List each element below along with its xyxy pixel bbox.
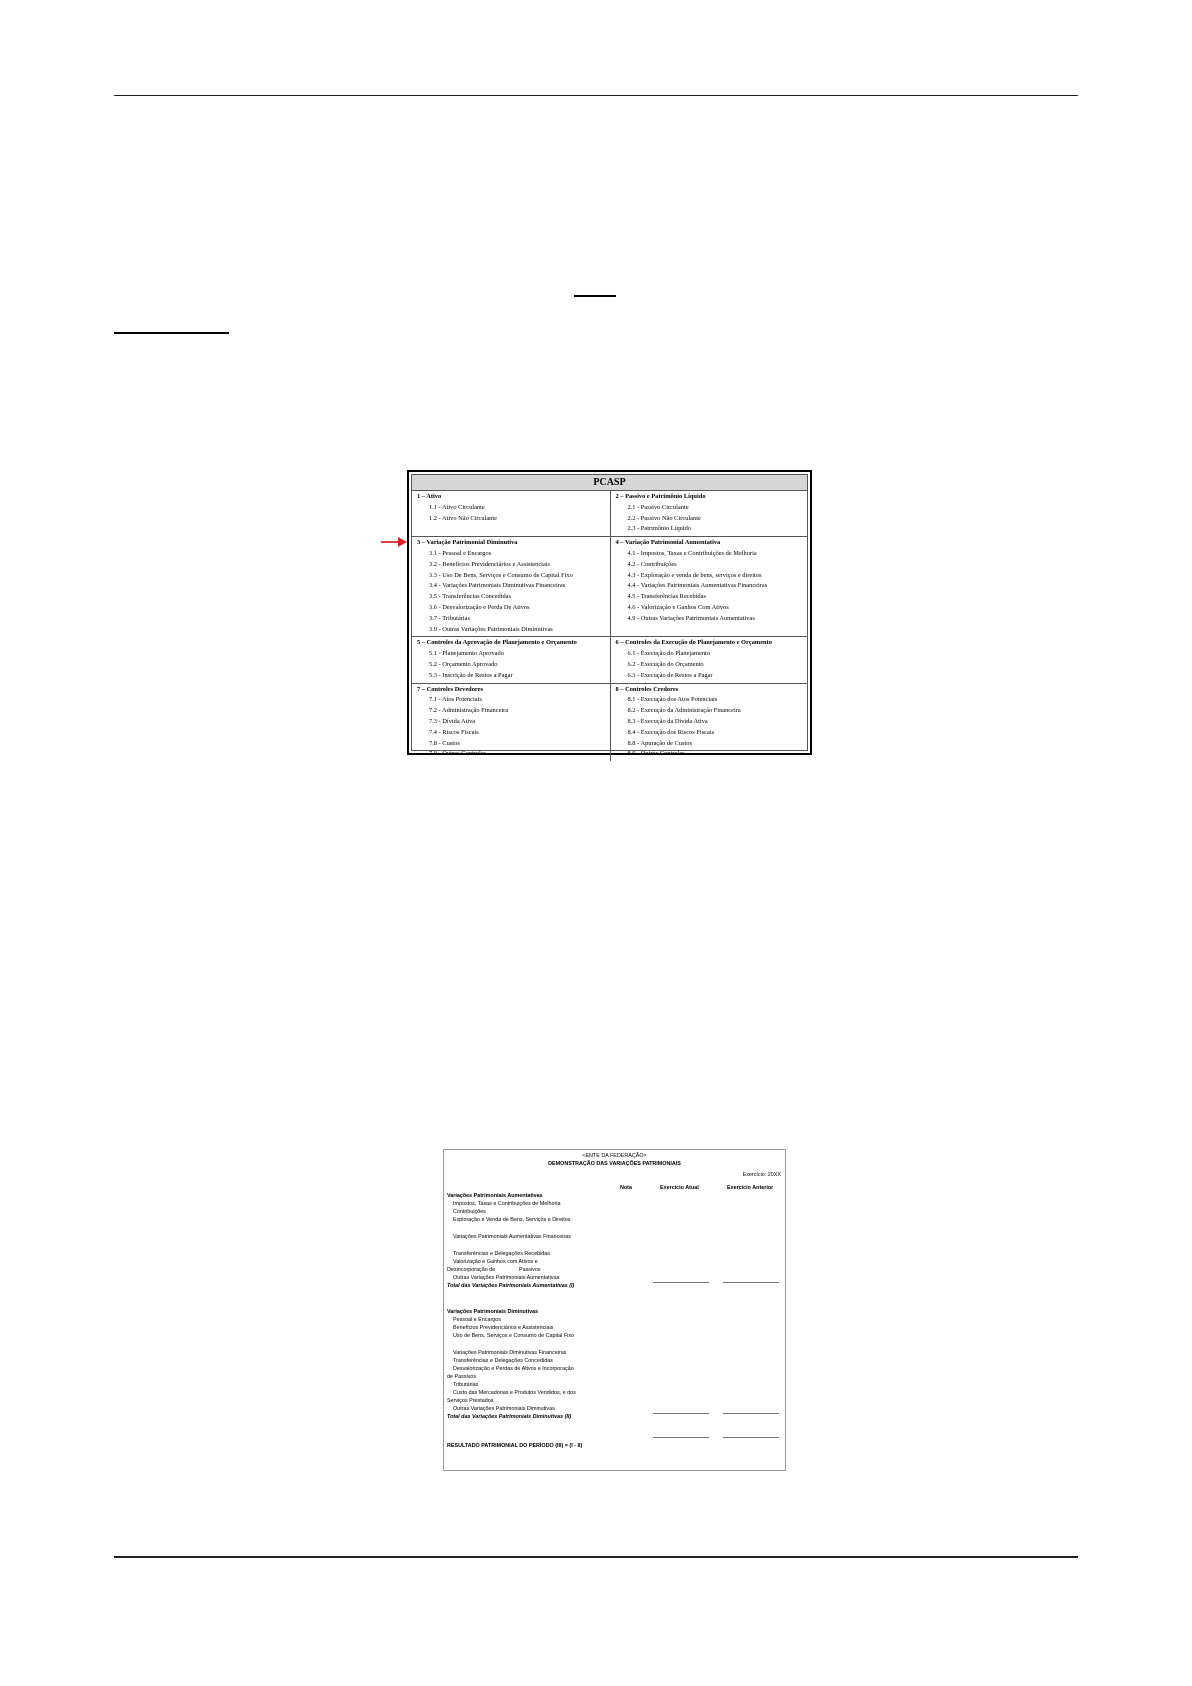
vpa-item: Desincorporação de — [447, 1267, 496, 1273]
group-item: 4.3 - Exploração e venda de bens, serviços e direitos — [627, 571, 762, 579]
group-heading: 8 – Controles Credores — [615, 685, 679, 693]
group-item: 7.3 - Dívida Ativa — [429, 717, 476, 725]
vpd-item: Desvalorização e Perdas de Ativos e Incorporação — [453, 1366, 574, 1372]
group-heading: 2 – Passivo e Patrimônio Líquido — [615, 493, 706, 500]
pcasp-group-8 — [610, 684, 808, 762]
vpa-item: Passivos — [519, 1267, 541, 1273]
group-item: 8.2 - Execução da Administração Financeira — [627, 707, 741, 715]
vpd-heading: Variações Patrimoniais Diminutivas — [447, 1309, 539, 1315]
short-underline — [574, 295, 616, 297]
group-item: 7.2 - Administração Financeira — [429, 707, 509, 715]
statement-title: DEMONSTRAÇÃO DAS VARIAÇÕES PATRIMONIAIS — [548, 1161, 681, 1167]
vpd-item: Pessoal e Encargos — [453, 1317, 501, 1323]
group-item: 3.5 - Transferências Concedidas — [429, 593, 511, 601]
group-item: 1.1 - Ativo Circulante — [429, 503, 485, 511]
pcasp-group-1 — [412, 491, 610, 536]
ente-title: <ENTE DA FEDERAÇÃO> — [582, 1153, 647, 1159]
vpa-item: Transferências e Delegações Recebidas — [453, 1251, 550, 1257]
vpd-item: de Passivos — [447, 1374, 477, 1380]
pcasp-row — [412, 684, 807, 762]
group-item: 5.1 - Planejamento Aprovado — [429, 650, 504, 658]
col-exercicio-atual: Exercício Atual — [660, 1185, 699, 1191]
pcasp-group-6 — [610, 637, 808, 682]
pcasp-group-5 — [412, 637, 610, 682]
total-line — [723, 1282, 779, 1283]
group-item: 1.2 - Ativo Não Circulante — [429, 514, 497, 522]
col-nota: Nota — [620, 1185, 632, 1191]
vpa-item: Impostos, Taxas e Contribuições de Melhoria — [453, 1201, 561, 1207]
result-line — [723, 1437, 779, 1438]
group-item: 5.3 - Inscrição de Restos a Pagar — [429, 671, 513, 679]
arrow-right-icon — [381, 536, 407, 548]
group-item: 8.9 - Outros Controles — [627, 750, 685, 758]
total-line — [723, 1413, 779, 1414]
pcasp-row — [412, 637, 807, 683]
group-item: 5.2 - Orçamento Aprovado — [429, 660, 498, 668]
group-item: 2.2 - Passivo Não Circulante — [627, 514, 701, 522]
vpd-item: Variações Patrimoniais Diminutivas Financeiras — [453, 1350, 567, 1356]
group-item: 2.1 - Passivo Circulante — [627, 503, 689, 511]
group-item: 8.4 - Execução dos Riscos Fiscais — [627, 728, 715, 736]
pcasp-row — [412, 537, 807, 637]
group-item: 8.8 - Apuração de Custos — [627, 739, 692, 747]
total-line — [653, 1413, 709, 1414]
result-line — [653, 1437, 709, 1438]
vpa-heading: Variações Patrimoniais Aumentativas — [447, 1193, 543, 1199]
vpd-item: Tributárias — [453, 1382, 479, 1388]
pcasp-group-2 — [610, 491, 808, 536]
group-heading: 6 – Controles da Execução do Planejamento e Orçamento — [615, 639, 772, 647]
group-item: 6.1 - Execução do Planejamento — [627, 650, 711, 658]
section-underline — [114, 332, 229, 334]
group-item: 7.8 - Custos — [429, 739, 460, 747]
pcasp-group-3 — [412, 537, 610, 636]
group-item: 4.9 - Outras Variações Patrimoniais Aumentativas — [627, 614, 755, 622]
group-item: 3.7 - Tributárias — [429, 614, 471, 622]
vpd-item: Outras Variações Patrimoniais Diminutivas — [453, 1406, 555, 1412]
pcasp-group-4 — [610, 537, 808, 636]
pcasp-table — [407, 470, 812, 758]
group-item: 7.1 - Atos Potenciais — [429, 696, 482, 704]
exercicio-label: Exercício: 20XX — [742, 1172, 781, 1178]
group-item: 6.3 - Execução de Restos a Pagar — [627, 671, 713, 679]
group-item: 4.4 - Variações Patrimoniais Aumentativas Financeiras — [627, 582, 768, 590]
vpa-total: Total das Variações Patrimoniais Aumentativas (I) — [447, 1283, 575, 1289]
vpa-item: Valorização e Ganhos com Ativos e — [453, 1259, 538, 1265]
vpa-item: Outras Variações Patrimoniais Aumentativas — [453, 1275, 560, 1281]
group-item: 8.3 - Execução da Dívida Ativa — [627, 717, 708, 725]
group-item: 2.3 - Patrimônio Líquido — [627, 525, 692, 533]
vpa-item: Contribuições — [453, 1209, 486, 1215]
vpd-item: Serviços Prestados — [447, 1398, 494, 1404]
header-rule — [114, 95, 1078, 96]
pcasp-title: PCASP — [412, 475, 807, 491]
vpa-item: Exploração e Venda de Bens, Serviços e Direitos — [453, 1217, 571, 1223]
group-item: 4.2 - Contribuições — [627, 560, 677, 568]
col-exercicio-anterior: Exercício Anterior — [727, 1185, 774, 1191]
group-item: 3.3 - Uso De Bens, Serviços e Consumo de Capital Fixo — [429, 571, 573, 579]
vpd-total: Total das Variações Patrimoniais Diminutivas (II) — [447, 1414, 572, 1420]
group-item: 7.9 - Outros Controles — [429, 750, 487, 758]
vpd-item: Benefícios Previdenciários e Assistenciais — [453, 1325, 554, 1331]
group-item: 3.1 - Pessoal e Encargos — [429, 549, 492, 557]
vpd-item: Transferências e Delegações Concedidas — [453, 1358, 553, 1364]
group-heading: 3 – Variação Patrimonial Diminutiva — [417, 539, 518, 547]
group-item: 6.2 - Execução do Orçamento — [627, 660, 704, 668]
resultado-patrimonial: RESULTADO PATRIMONIAL DO PERÍODO (III) = (I - II) — [447, 1443, 583, 1449]
group-heading: 4 – Variação Patrimonial Aumentativa — [615, 539, 721, 547]
total-line — [653, 1282, 709, 1283]
group-item: 4.1 - Impostos, Taxas e Contribuições de Melhoria — [627, 549, 757, 557]
group-item: 4.5 - Transferências Recebidas — [627, 593, 706, 601]
group-item: 3.9 - Outras Variações Patrimoniais Diminutivas — [429, 625, 553, 633]
pcasp-row — [412, 491, 807, 537]
vpd-item: Uso de Bens, Serviços e Consumo de Capital Fixo — [453, 1333, 575, 1339]
group-item: 8.1 - Execução dos Atos Potenciais — [627, 696, 718, 704]
group-item: 7.4 - Riscos Fiscais — [429, 728, 479, 736]
pcasp-group-7 — [412, 684, 610, 762]
group-heading: 5 – Controles da Aprovação do Planejamento e Orçamento — [417, 639, 577, 647]
group-item: 4.6 - Valorização e Ganhos Com Ativos — [627, 603, 729, 611]
group-heading: 7 – Controles Devedores — [417, 685, 483, 693]
vpd-item: Custo das Mercadorias e Produtos Vendidos, e dos — [453, 1390, 576, 1396]
group-heading: 1 – Ativo — [417, 493, 442, 500]
group-item: 3.6 - Desvalorização e Perda De Ativos — [429, 603, 530, 611]
dvp-statement — [443, 1149, 786, 1471]
group-item: 3.2 - Benefícios Previdenciários e Assistenciais — [429, 560, 551, 568]
group-item: 3.4 - Variações Patrimoniais Diminutivas Financeiras — [429, 582, 566, 590]
vpa-item: Variações Patrimoniais Aumentativas Financeiras — [453, 1234, 571, 1240]
footer-rule — [114, 1556, 1078, 1558]
